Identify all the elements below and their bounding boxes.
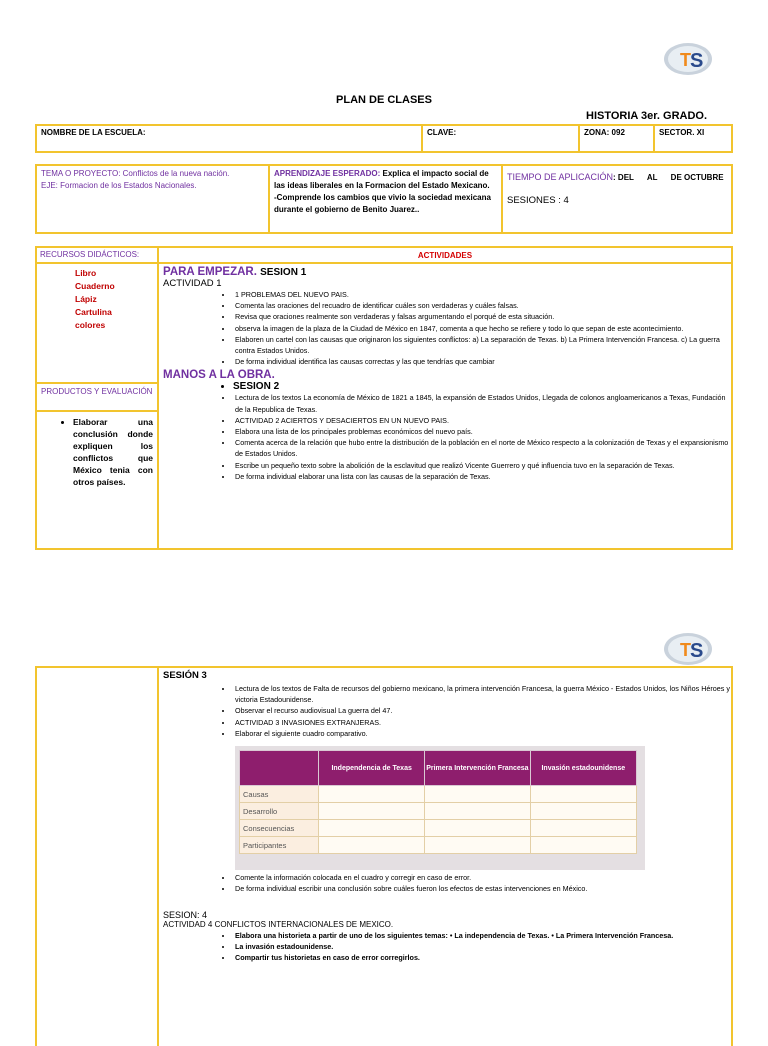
- list-item: • Compartir tus historietas en caso de error corregirlos.: [233, 952, 727, 963]
- list-item: • ACTIVIDAD 3 INVASIONES EXTRANJERAS.: [233, 717, 731, 728]
- session-3-followup-list: [159, 872, 727, 894]
- school-info-row: [35, 124, 733, 153]
- school-name-label: NOMBRE DE LA ESCUELA:: [37, 126, 423, 151]
- table-cell: [319, 837, 425, 854]
- start-title: PARA EMPEZAR.: [163, 266, 257, 278]
- activities-table: [35, 246, 733, 550]
- resource-item: Lápiz: [75, 294, 97, 304]
- eje-text: EJE: Formacion de los Estados Nacionales.: [41, 181, 197, 190]
- list-item: • De forma individual elaborar una lista con las causas de la separación de Texas.: [233, 471, 731, 482]
- list-item: • Comente la información colocada en el cuadro y corregir en caso de error.: [233, 872, 727, 883]
- column-header: Independencia de Texas: [319, 751, 425, 786]
- comparison-table-frame: [235, 746, 645, 870]
- session-1-list: [159, 289, 731, 367]
- session-3-list: [159, 683, 731, 739]
- comparison-table: [239, 750, 637, 854]
- list-item: • De forma individual identifica las causas correctas y las que tendrías que cambiar: [233, 356, 731, 367]
- list-item: • Lectura de los textos de Falta de recursos del gobierno mexicano, la primera intervención Francesa, la guerra México - Estados Unidos, los Niños Héroes y victoria Estadounidense.: [233, 683, 731, 705]
- list-item: • observa la imagen de la plaza de la Ciudad de México en 1847, comenta a que hecho se refiere y todo lo que sepan de este acontecimiento.: [233, 323, 731, 334]
- learning-text-2: -Comprende los cambios que vivio la sociedad mexicana durante el gobierno de Benito Juarez..: [274, 193, 491, 214]
- section-start: [159, 266, 731, 278]
- list-item: • Escribe un pequeño texto sobre la abolición de la esclavitud que realizó Vicente Guerrero y qué influencia tuvo en la separación de Texas.: [233, 460, 731, 471]
- table-cell: [319, 803, 425, 820]
- left-column: [37, 248, 159, 548]
- activities-label: ACTIVIDADES: [159, 248, 731, 264]
- session-2-list: [159, 392, 731, 482]
- session-2-label: • SESION 2: [233, 381, 731, 392]
- products-body: [37, 414, 157, 488]
- page-title: PLAN DE CLASES: [336, 94, 432, 106]
- column-header: Invasión estadounidense: [530, 751, 636, 786]
- list-item: • Elabora una lista de los principales problemas económicos del nuevo país.: [233, 426, 731, 437]
- products-label: PRODUCTOS Y EVALUACIÓN: [37, 382, 157, 412]
- list-item: • Elabora una historieta a partir de uno de los siguientes temas: • La independencia de Texas. • La Primera Intervención Francesa.: [233, 930, 727, 941]
- learning-cell: [270, 166, 503, 232]
- list-item: • Comenta acerca de la relación que hubo entre la distribución de la población en el norte de México respecto a la colonización de Texas y el expansionismo de Estados Unidos.: [233, 437, 731, 459]
- svg-text:T: T: [680, 50, 691, 70]
- activities-table-page2: [35, 666, 733, 1046]
- learning-label: APRENDIZAJE ESPERADO:: [274, 169, 381, 178]
- table-cell: [425, 786, 530, 803]
- table-cell: [425, 803, 530, 820]
- table-cell: [530, 820, 636, 837]
- right-column-page2: [159, 668, 731, 1046]
- time-text: : DEL AL DE OCTUBRE: [613, 173, 724, 182]
- table-row: [240, 820, 637, 837]
- list-item: • 1 PROBLEMAS DEL NUEVO PAIS.: [233, 289, 731, 300]
- session-3-label: SESIÓN 3: [163, 670, 207, 681]
- session-2-heading: [159, 381, 731, 392]
- table-cell: [425, 820, 530, 837]
- session-1-label: SESION 1: [260, 267, 307, 278]
- list-item: • De forma individual escribir una conclusión sobre cuáles fueron los efectos de estas intervenciones en México.: [233, 883, 727, 894]
- resource-item: colores: [75, 320, 106, 330]
- resources-label: RECURSOS DIDÁCTICOS:: [37, 248, 157, 264]
- learning-text: Explica el impacto social de las ideas liberales en la Formacion del Estado Mexicano.: [274, 169, 490, 190]
- sector-label: SECTOR. XI: [659, 128, 705, 137]
- left-column-page2: [37, 668, 159, 1046]
- svg-text:S: S: [690, 640, 704, 662]
- list-item: • Revisa que oraciones realmente son verdaderas y falsas argumentando el porqué de esta situación.: [233, 311, 731, 322]
- table-cell: [530, 803, 636, 820]
- row-label: Desarrollo: [240, 803, 319, 820]
- svg-text:S: S: [690, 50, 704, 72]
- resources-list: [37, 264, 157, 332]
- session-4-list: [159, 930, 727, 964]
- right-column: [159, 248, 731, 548]
- resource-item: Libro: [75, 268, 97, 278]
- tema-text: TEMA O PROYECTO: Conflictos de la nueva nación.: [41, 169, 230, 178]
- table-cell: [319, 786, 425, 803]
- resource-item: Cuaderno: [75, 281, 115, 291]
- table-cell: [530, 837, 636, 854]
- list-item: • ACTIVIDAD 2 ACIERTOS Y DESACIERTOS EN UN NUEVO PAIS.: [233, 415, 731, 426]
- list-item: • Comenta las oraciones del recuadro de identificar cuáles son verdaderas y cuáles falsas.: [233, 300, 731, 311]
- session-4-block: [159, 910, 727, 964]
- row-label: Consecuencias: [240, 820, 319, 837]
- activity-4-label: ACTIVIDAD 4 CONFLICTOS INTERNACIONALES DE MEXICO.: [163, 920, 394, 929]
- time-cell: [503, 166, 731, 232]
- topic-cell: [37, 166, 270, 232]
- row-label: Causas: [240, 786, 319, 803]
- table-corner: [240, 751, 319, 786]
- time-label: TIEMPO DE APLICACIÓN: [507, 172, 614, 182]
- school-logo: [662, 40, 714, 78]
- list-item: • Elaborar el siguiente cuadro comparativo.: [233, 728, 731, 739]
- session-4-label: SESION: 4: [163, 910, 208, 920]
- clave-label: CLAVE:: [423, 126, 580, 151]
- svg-text:T: T: [680, 640, 691, 660]
- column-header: Primera Intervención Francesa: [425, 751, 530, 786]
- topic-row: [35, 164, 733, 234]
- table-cell: [530, 786, 636, 803]
- table-cell: [425, 837, 530, 854]
- product-item: • Elaborar una conclusión donde expliquen los conflictos que México tenia con otros países.: [73, 416, 153, 488]
- resource-item: Cartulina: [75, 307, 112, 317]
- subject-grade: HISTORIA 3er. GRADO.: [586, 110, 708, 122]
- row-label: Participantes: [240, 837, 319, 854]
- zona-label: ZONA: 092: [580, 126, 655, 151]
- list-item: • Lectura de los textos La economía de México de 1821 a 1845, la expansión de Estados Unidos, Llegada de colonos angloamericanos a Texas, Fundación de la Republica de Texas.: [233, 392, 731, 414]
- school-logo-page2: [662, 630, 714, 668]
- list-item: • Observar el recurso audiovisual La guerra del 47.: [233, 705, 731, 716]
- work-title: MANOS A LA OBRA.: [163, 369, 275, 382]
- table-row: [240, 803, 637, 820]
- activity-1-label: ACTIVIDAD 1: [163, 278, 222, 289]
- list-item: • La invasión estadounidense.: [233, 941, 727, 952]
- sessions-count: SESIONES : 4: [507, 195, 569, 206]
- table-row: [240, 786, 637, 803]
- table-row: [240, 837, 637, 854]
- list-item: • Elaboren un cartel con las causas que originaron los siguientes conflictos: a) La separación de Texas. b) La Primera Intervención Francesa. c) La guerra contra Estados Unidos.: [233, 334, 731, 356]
- table-cell: [319, 820, 425, 837]
